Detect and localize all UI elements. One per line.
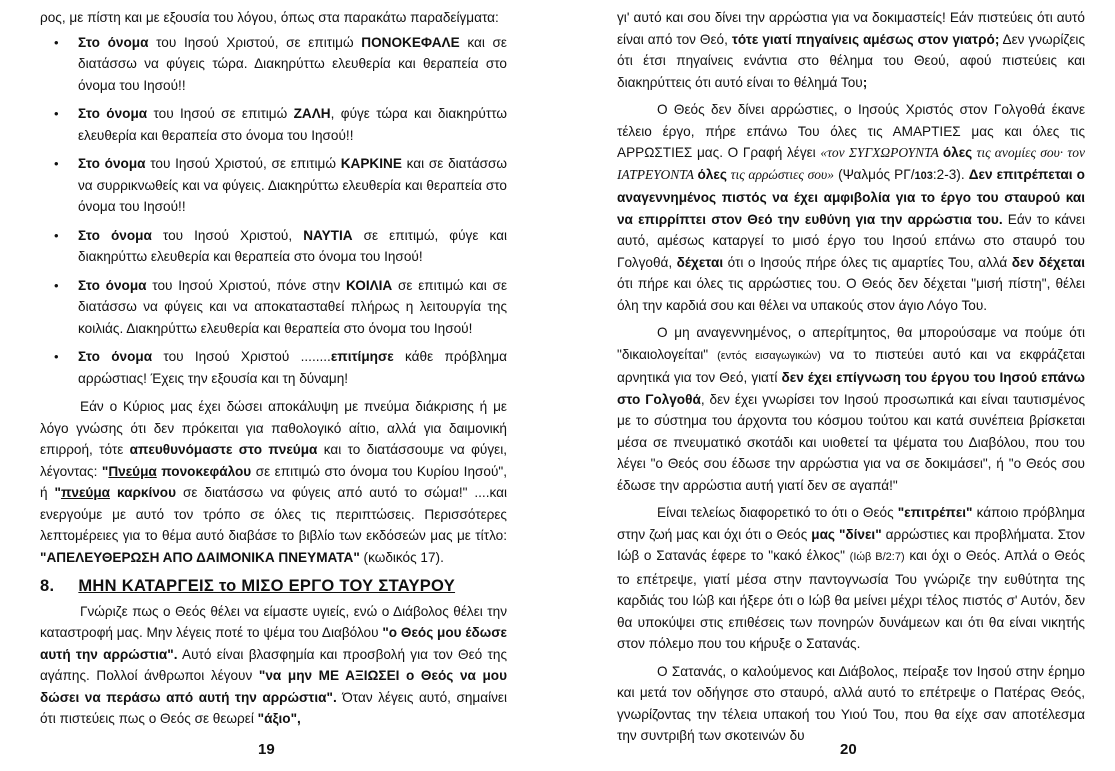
list-item: • Στο όνομα του Ιησού Χριστού, ΝΑΥΤΙΑ σε επιτιμώ, φύγε και διακηρύττω ελευθερία και θεραπεία στο όνομα του Ιησού! (40, 225, 507, 268)
bullet-icon: • (54, 277, 59, 293)
paragraph: γι' αυτό και σου δίνει την αρρώστια για να δοκιμαστείς! Εάν πιστεύεις ότι αυτό είναι από τον Θεό, τότε γιατί πηγαίνεις αμέσως στον γιατρό; Δεν γνωρίζεις ότι έτσι πηγαίνεις ενάντια στο θέλημα του Θεού, αφού πιστεύεις και διακηρύττεις ότι αυτό είναι το θέλημά Του; (617, 10, 1085, 90)
page-number-left: 19 (258, 741, 275, 758)
paragraph: Εάν ο Κύριος μας έχει δώσει αποκάλυψη με πνεύμα διάκρισης ή με λόγο γνώσης ότι δεν πρόκειται για παθολογικό αίτιο, αλλά για δαιμονική επιρροή, τότε απευθυνόμαστε στο πνεύμα και το διατάσσουμε να φύγει, λέγοντας: "Πνεύμα πονοκεφάλου σε επιτιμώ στο όνομα του Κυρίου Ιησού", ή "πνεύμα καρκίνου σε διατάσσω να φύγεις από αυτό το σώμα!" ....και ενεργούμε με αυτό τον τρόπο σε όλες τις περιπτώσεις. Περισσότερες λεπτομέρειες για το θέμα αυτό διαβάσε το βιβλίο των εκδόσεών μας με τίτλο: "ΑΠΕΛΕΥΘΕΡΩΣΗ ΑΠΟ ΔΑΙΜΟΝΙΚΑ ΠΝΕΥΜΑΤΑ" (κωδικός 17). (40, 399, 508, 565)
list-item: • Στο όνομα του Ιησού Χριστού, σε επιτιμώ ΠΟΝΟΚΕΦΑΛΕ και σε διατάσσω να φύγεις τώρα. Διακηρύττω ελευθερία και θεραπεία στο όνομα του Ιησού!! (40, 32, 507, 97)
left-page (40, 7, 507, 730)
paragraph: Είναι τελείως διαφορετικό το ότι ο Θεός "επιτρέπει" κάποιο πρόβλημα στην ζωή μας και όχι ότι ο Θεός μας "δίνει" αρρώστιες και προβλήματα. Στον Ιώβ ο Σατανάς έφερε το "κακό έλκος" (Ιώβ Β/2:7) και όχι ο Θεός. Απλά ο Θεός το επέτρεψε, γιατί μέσα στην παντογνωσία Του γνώριζε την ευθύτητα της καρδιάς του Ιώβ και ήξερε ότι ο Ιώβ θα μείνει μέχρι τέλος πιστός σ' Αυτόν, δεν θα υποκύψει στις επιθέσεις των πονηρών δυνάμεων και ότι θα είναι νικητής στον πόλεμο που του κήρυξε ο Σατανάς. (617, 505, 1086, 651)
right-page (617, 7, 1085, 747)
paragraph: Ο Θεός δεν δίνει αρρώστιες, ο Ιησούς Χριστός στον Γολγοθά έκανε τέλειο έργο, πήρε επάνω Του όλες τις ΑΜΑΡΤΙΕΣ μας και όλες τις ΑΡΡΩΣΤΙΕΣ μας. Ο Γραφή λέγει «τον ΣΥΓΧΩΡΟΥΝΤΑ όλες τις ανομίες σου· τον ΙΑΤΡΕΥΟΝΤΑ όλες τις αρρώστιες σου» (Ψαλμός ΡΓ/103:2-3). Δεν επιτρέπεται ο αναγεννημένος πιστός να έχει αμφιβολία για το έργο του σταυρού και να επιρρίπτει στον Θεό την ευθύνη για την αρρώστια του. Εάν το κάνει αυτό, αμέσως καταργεί το μισό έργο του Ιησού επάνω στο σταυρό του Γολγοθά, δέχεται ότι ο Ιησούς πήρε όλες τις αμαρτίες Του, αλλά δεν δέχεται ότι πήρε και όλες τις αρρώστιες του. Ο Θεός δεν δέχεται "μισή πίστη", θέλει όλη την καρδιά σου και θέλει να υπακούς στον άγιο Λόγο Του. (617, 102, 1085, 313)
intro-text: ρος, με πίστη και με εξουσία του λόγου, όπως στα παρακάτω παραδείγματα: (40, 10, 499, 25)
section-heading: 8. ΜΗΝ ΚΑΤΑΡΓΕΙΣ το ΜΙΣΟ ΕΡΓΟ ΤΟΥ ΣΤΑΥΡΟΥ (40, 577, 456, 595)
list-item: • Στο όνομα του Ιησού Χριστού, πόνε στην ΚΟΙΛΙΑ σε επιτιμώ και σε διατάσσω να φύγεις και να αποκατασταθεί πλήρως η λειτουργία της κοιλιάς. Διακηρύττω ελευθερία και θεραπεία στο όνομα του Ιησού! (40, 275, 507, 340)
list-item: • Στο όνομα του Ιησού Χριστού ........επιτίμησε κάθε πρόβλημα αρρώστιας! Έχεις την εξουσία και τη δύναμη! (40, 346, 507, 389)
list-item: • Στο όνομα του Ιησού σε επιτιμώ ΖΑΛΗ, φύγε τώρα και διακηρύττω ελευθερία και θεραπεία στο όνομα του Ιησού!! (40, 103, 507, 146)
bullet-icon: • (54, 106, 59, 121)
bullet-icon: • (54, 156, 59, 171)
bullet-icon: • (54, 349, 59, 364)
bullet-icon: • (54, 34, 59, 50)
page-number-right: 20 (840, 741, 857, 758)
list-item: • Στο όνομα του Ιησού Χριστού, σε επιτιμώ ΚΑΡΚΙΝΕ και σε διατάσσω να συρρικνωθείς και να φύγεις. Διακηρύττω ελευθερία και θεραπεία στο όνομα του Ιησού!! (40, 153, 507, 218)
bullet-icon: • (54, 227, 59, 243)
paragraph: Ο Σατανάς, ο καλούμενος και Διάβολος, πείραξε τον Ιησού στην έρημο και μετά τον οδήγησε στο σταυρό, αλλά αυτό το επέτρεψε ο Πατέρας Θεός, γνωρίζοντας την τέλεια υπακοή του Υιού Του, που θα είχε σαν αποτέλεσμα την συντριβή των σκοτεινών δυ (617, 663, 1085, 743)
paragraph: Γνώριζε πως ο Θεός θέλει να είμαστε υγιείς, ενώ ο Διάβολος θέλει την καταστροφή μας. Μην λέγεις ποτέ το ψέμα του Διαβόλου "ο Θεός μου έδωσε αυτή την αρρώστια". Αυτό είναι βλασφημία και προσβολή για τον Θεό της αγάπης. Πολλοί άνθρωποι λέγουν "να μην ΜΕ ΑΞΙΩΣΕΙ ο Θεός να μου δώσει να περάσω από αυτή την αρρώστια". Όταν λέγεις αυτό, σημαίνει ότι πιστεύεις πως ο Θεός σε θεωρεί "άξιο", (40, 603, 508, 726)
paragraph: Ο μη αναγεννημένος, ο απερίτμητος, θα μπορούσαμε να πούμε ότι "δικαιολογείται" (εντός εισαγωγικών) να το πιστεύει αυτό και να εκφράζεται αρνητικά για τον Θεό, γιατί δεν έχει επίγνωση του έργου του Ιησού επάνω στο Γολγοθά, δεν έχει γνωρίσει τον Ιησού προσωπικά και είναι ταυτισμένος με το σύστημα του άρχοντα του κόσμου τούτου και κατά συνέπεια βρίσκεται μέσα σε πνευματικό σκοτάδι και υιοθετεί τα ψέματα του Διαβόλου, που του λέγει "ο Θεός σου έδωσε την αρρώστια για να σε δοκιμάσει", ή "ο Θεός σου έδωσε την αρρώστια αυτή γιατί δεν σε αγαπά!" (617, 325, 1086, 493)
command-list (40, 32, 507, 390)
